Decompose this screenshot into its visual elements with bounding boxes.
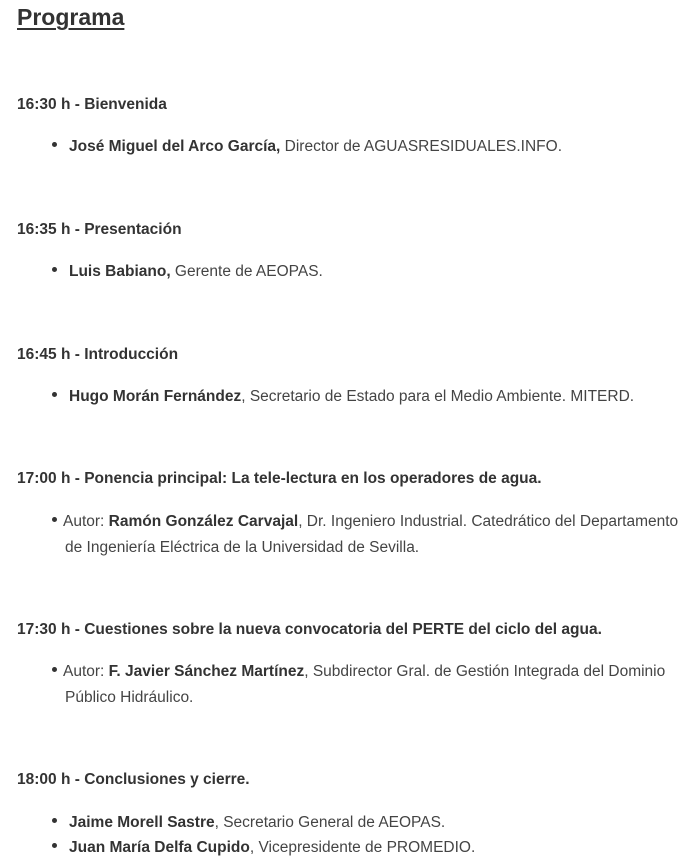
speaker-item <box>52 134 562 160</box>
speaker-role: , Secretario General de AEOPAS. <box>214 814 446 831</box>
speaker-role: , Dr. Ingeniero Industrial. Catedrático del Departamento de Ingeniería Eléctrica de la Universidad de Sevilla. <box>65 513 679 556</box>
speaker-item <box>52 259 323 285</box>
bullet-icon <box>52 267 57 272</box>
speaker-item <box>52 659 682 711</box>
session-heading: 16:30 h - Bienvenida <box>17 96 167 113</box>
bullet-icon <box>52 818 57 823</box>
speaker-item <box>52 509 682 561</box>
session-heading: 16:45 h - Introducción <box>17 346 179 363</box>
speaker-prefix: Autor: <box>63 663 109 680</box>
speaker-name: F. Javier Sánchez Martínez <box>108 663 305 680</box>
bullet-icon <box>52 517 57 522</box>
page-title: Programa <box>17 4 125 30</box>
speaker-role: , Secretario de Estado para el Medio Ambiente. MITERD. <box>241 388 635 405</box>
speaker-name: Hugo Morán Fernández <box>69 388 242 405</box>
speaker-item <box>52 835 475 861</box>
speaker-name: Jaime Morell Sastre <box>69 814 215 831</box>
speaker-name: Juan María Delfa Cupido <box>69 839 250 856</box>
speaker-item <box>52 384 634 410</box>
session-heading: 17:00 h - Ponencia principal: La tele-lectura en los operadores de agua. <box>17 470 542 487</box>
speaker-prefix: Autor: <box>63 513 109 530</box>
speaker-name: Ramón González Carvajal <box>108 513 299 530</box>
session-heading: 17:30 h - Cuestiones sobre la nueva convocatoria del PERTE del ciclo del agua. <box>17 621 602 638</box>
bullet-icon <box>52 392 57 397</box>
bullet-icon <box>52 667 57 672</box>
speaker-name: José Miguel del Arco García, <box>69 138 281 155</box>
speaker-role: , Vicepresidente de PROMEDIO. <box>249 839 476 856</box>
bullet-icon <box>52 843 57 848</box>
speaker-role: , Subdirector Gral. de Gestión Integrada del Dominio Público Hidráulico. <box>65 663 666 706</box>
speaker-role: Gerente de AEOPAS. <box>170 263 323 280</box>
speaker-role: Director de AGUASRESIDUALES.INFO. <box>280 138 563 155</box>
speaker-item <box>52 810 445 836</box>
session-heading: 18:00 h - Conclusiones y cierre. <box>17 771 250 788</box>
session-heading: 16:35 h - Presentación <box>17 221 182 238</box>
speaker-name: Luis Babiano, <box>69 263 171 280</box>
bullet-icon <box>52 142 57 147</box>
